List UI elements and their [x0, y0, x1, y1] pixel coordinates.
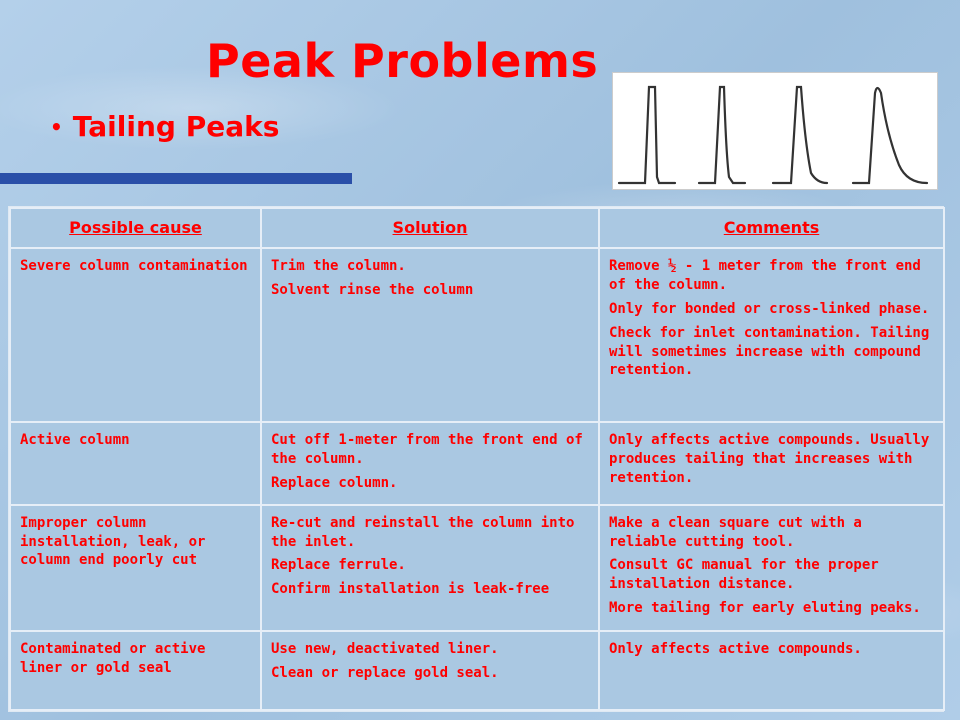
- cause-cell: Active column: [10, 422, 261, 505]
- comments-cell: Make a clean square cut with a reliable cutting tool. Consult GC manual for the proper installation distance. More tailing for early eluting peaks.: [599, 505, 944, 631]
- comments-cell: Only affects active compounds. Usually produces tailing that increases with retention.: [599, 422, 944, 505]
- solution-cell: Trim the column. Solvent rinse the column: [261, 248, 599, 422]
- table-row: [10, 505, 944, 631]
- solution-cell: Use new, deactivated liner. Clean or replace gold seal.: [261, 631, 599, 710]
- peak-3: [773, 87, 827, 183]
- table-row: [10, 248, 944, 422]
- peak-1: [619, 87, 675, 183]
- cause-cell: Improper column installation, leak, or column end poorly cut: [10, 505, 261, 631]
- tailing-peaks-illustration: [612, 72, 938, 190]
- comments-cell: Only affects active compounds.: [599, 631, 944, 710]
- solution-cell: Re-cut and reinstall the column into the inlet. Replace ferrule. Confirm installation is leak-free: [261, 505, 599, 631]
- slide-title: Peak Problems: [206, 34, 599, 88]
- comments-cell: Remove ½ - 1 meter from the front end of the column. Only for bonded or cross-linked phase. Check for inlet contamination. Tailing will sometimes increase with compound retention.: [599, 248, 944, 422]
- table-row: [10, 631, 944, 710]
- table-header-row: [10, 208, 944, 248]
- peak-2: [699, 87, 745, 183]
- table-row: [10, 422, 944, 505]
- table: [9, 207, 945, 711]
- bullet-icon: •: [50, 114, 63, 139]
- decorative-bar: [0, 173, 352, 184]
- header-solution: Solution: [261, 208, 599, 248]
- header-comments: Comments: [599, 208, 944, 248]
- slide-subtitle: [50, 110, 279, 143]
- subtitle-text: Tailing Peaks: [72, 110, 280, 143]
- peak-4: [853, 88, 927, 183]
- troubleshooting-table: [8, 206, 944, 712]
- cause-cell: Severe column contamination: [10, 248, 261, 422]
- solution-cell: Cut off 1-meter from the front end of the column. Replace column.: [261, 422, 599, 505]
- header-possible-cause: Possible cause: [10, 208, 261, 248]
- cause-cell: Contaminated or active liner or gold seal: [10, 631, 261, 710]
- peaks-svg: [613, 73, 937, 189]
